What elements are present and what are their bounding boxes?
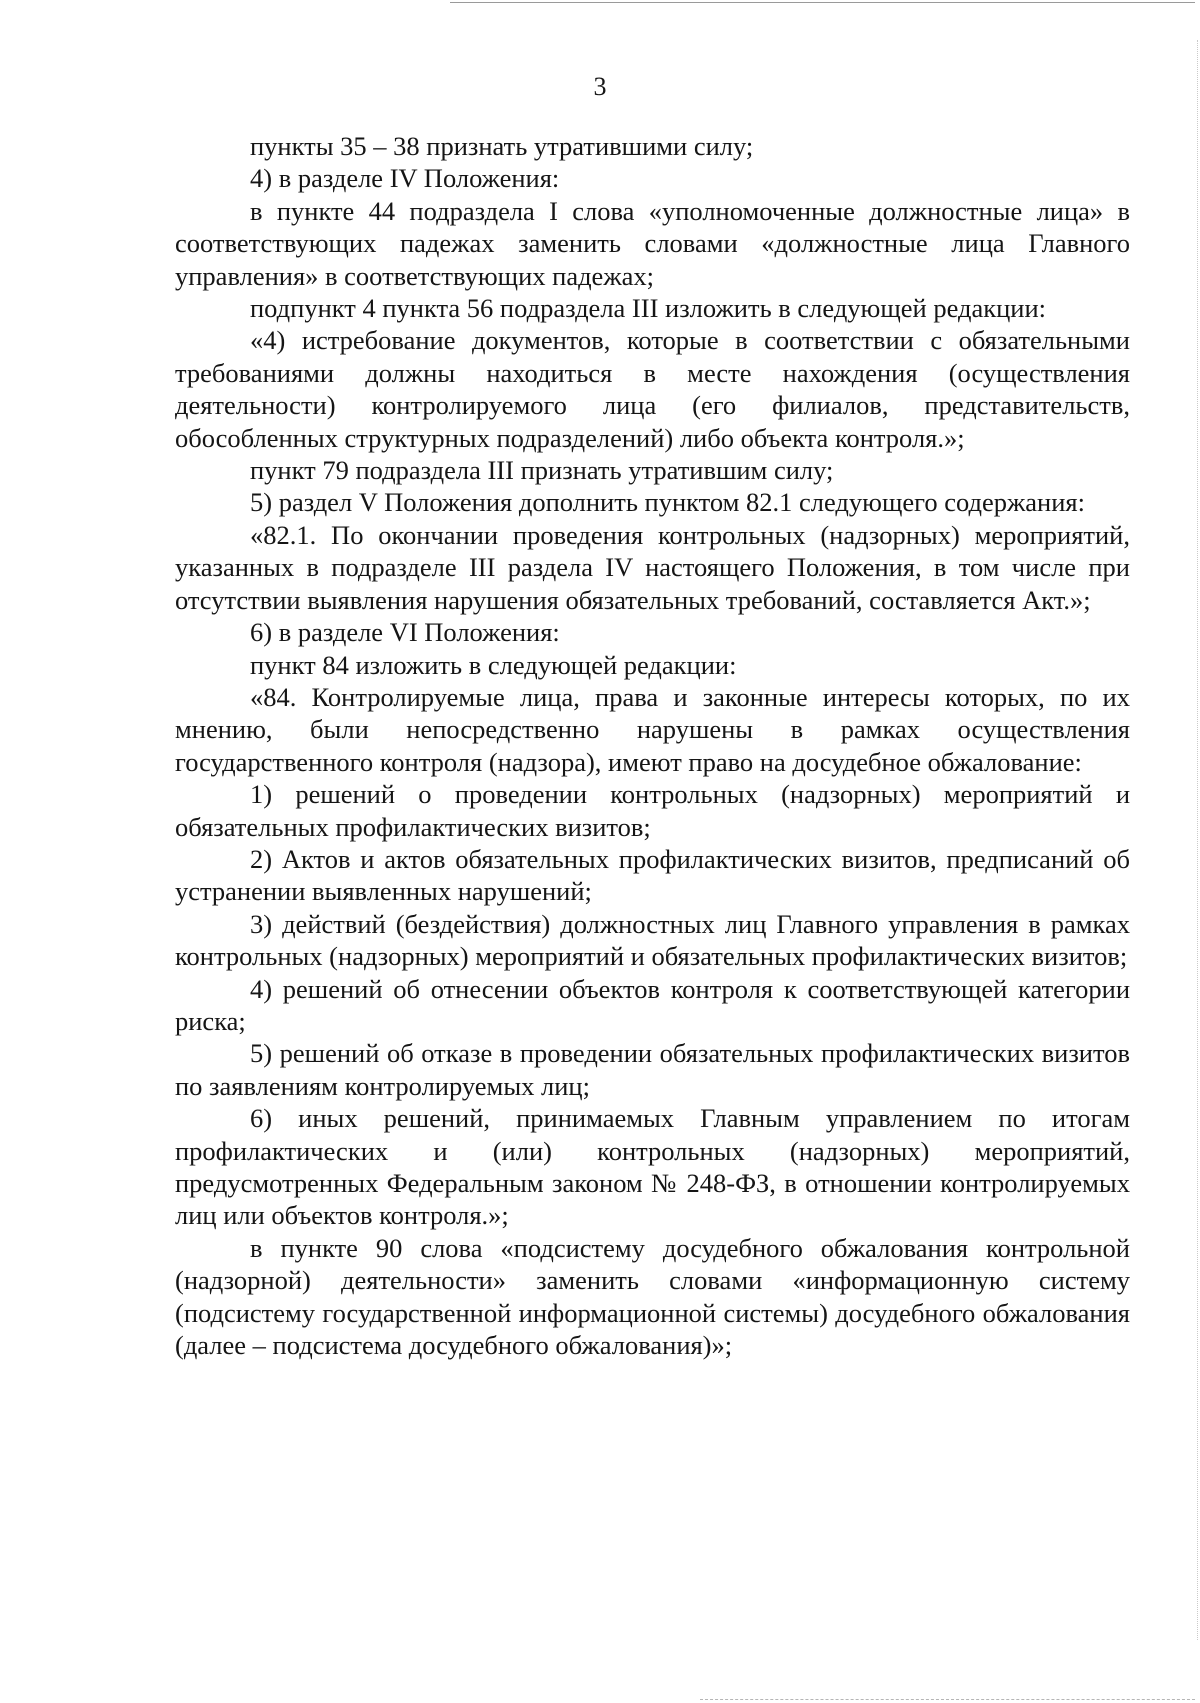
list-item: 2) Актов и актов обязательных профилактических визитов, предписаний об устранении выявленных нарушений; xyxy=(175,843,1130,907)
paragraph: «4) истребование документов, которые в соответствии с обязательными требованиями должны находиться в месте нахождения (осуществления деятельности) контролируемого лица (его филиалов, представительств, обособленных структурных подразделений) либо объекта контроля.»; xyxy=(175,325,1130,453)
scan-edge-right xyxy=(1197,40,1198,1640)
paragraph: пункты 35 – 38 признать утратившими силу; xyxy=(250,131,754,161)
paragraph: пункт 84 изложить в следующей редакции: xyxy=(250,649,737,680)
list-item: 6) иных решений, принимаемых Главным управлением по итогам профилактических и (или) контрольных (надзорных) мероприятий, предусмотренных Федеральным законом № 248-ФЗ, в отношении контролируемых лиц или объектов контроля.»; xyxy=(175,1103,1130,1231)
paragraph: в пункте 44 подраздела I слова «уполномоченные должностные лица» в соответствующих падежах заменить словами «должностные лица Главного управления» в соответствующих падежах; xyxy=(175,195,1130,291)
page-number: 3 xyxy=(593,72,607,101)
paragraph: 5) раздел V Положения дополнить пунктом 82.1 следующего содержания: xyxy=(250,487,1085,518)
list-item: 4) решений об отнесении объектов контроля к соответствующей категории риска; xyxy=(175,973,1130,1036)
list-item: 1) решений о проведении контрольных (надзорных) мероприятий и обязательных профилактических визитов; xyxy=(175,779,1130,842)
list-item: 3) действий (бездействия) должностных лиц Главного управления в рамках контрольных (надзорных) мероприятий и обязательных профилактических визитов; xyxy=(175,908,1130,972)
paragraph: «84. Контролируемые лица, права и законные интересы которых, по их мнению, были непосредственно нарушены в рамках осуществления государственного контроля (надзора), имеют право на досудебное обжалование: xyxy=(175,681,1130,777)
paragraph: в пункте 90 слова «подсистему досудебного обжалования контрольной (надзорной) деятельности» заменить словами «информационную систему (подсистему государственной информационной системы) досудебного обжалования (далее – подсистема досудебного обжалования)»; xyxy=(175,1232,1130,1361)
document-body xyxy=(175,130,1130,1361)
paragraph: «82.1. По окончании проведения контрольных (надзорных) мероприятий, указанных в подразделе III раздела IV настоящего Положения, в том числе при отсутствии выявления нарушения обязательных требований, составляется Акт.»; xyxy=(175,519,1130,615)
list-item: 5) решений об отказе в проведении обязательных профилактических визитов по заявлениям контролируемых лиц; xyxy=(175,1038,1130,1101)
scan-edge-bottom xyxy=(700,1699,1195,1700)
paragraph: подпункт 4 пункта 56 подраздела III изложить в следующей редакции: xyxy=(250,293,1047,324)
paragraph: пункт 79 подраздела III признать утратившим силу; xyxy=(250,455,834,486)
paragraph: 6) в разделе VI Положения: xyxy=(250,617,560,648)
scan-edge-top xyxy=(450,2,1195,3)
paragraph: 4) в разделе IV Положения: xyxy=(250,163,560,194)
